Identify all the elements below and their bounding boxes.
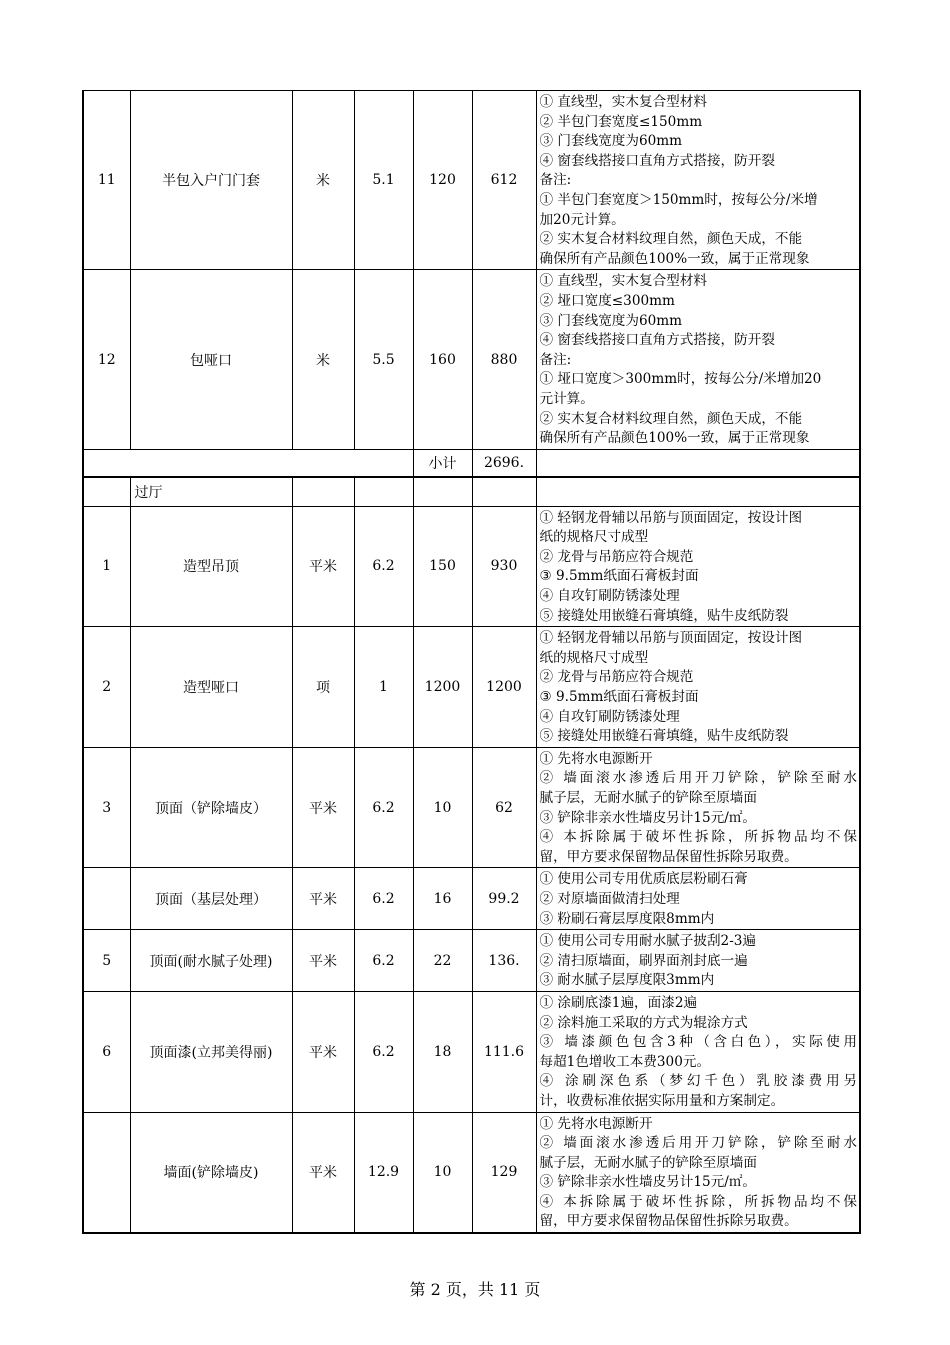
item-number: 6 xyxy=(83,991,130,1112)
table-row xyxy=(83,868,860,930)
table-row xyxy=(83,91,860,270)
description-line: ④ 窗套线搭接口直角方式搭接，防开裂 xyxy=(539,152,775,169)
item-description xyxy=(536,506,860,627)
description-line: ① 垭口宽度＞300mm时，按每公分/米增加20 xyxy=(539,371,822,388)
description-line: 留，甲方要求保留物品保留性拆除另取费。 xyxy=(539,1213,798,1230)
item-description xyxy=(536,91,860,270)
description-line: ③ 粉刷石膏层厚度限8mm内 xyxy=(539,910,715,927)
section-row xyxy=(83,477,860,506)
item-name: 顶面（铲除墙皮） xyxy=(130,747,292,868)
item-name: 半包入户门门套 xyxy=(130,91,292,270)
description-line: ④ 本拆除属于破坏性拆除，所拆物品均不保 xyxy=(539,829,857,846)
subtotal-desc xyxy=(536,449,860,477)
subtotal-value: 2696. xyxy=(472,449,536,477)
item-description xyxy=(536,1112,860,1233)
item-number xyxy=(83,868,130,930)
description-line: ⑤ 接缝处用嵌缝石膏填缝，贴牛皮纸防裂 xyxy=(539,607,789,624)
description-line: 确保所有产品颜色100%一致，属于正常现象 xyxy=(539,430,810,447)
item-unit-price: 10 xyxy=(413,747,472,868)
page-footer: 第 2 页，共 11 页 xyxy=(409,1280,541,1299)
description-line: ② 实木复合材料纹理自然，颜色天成，不能 xyxy=(539,231,803,248)
description-line: ① 涂刷底漆1遍，面漆2遍 xyxy=(539,994,698,1011)
item-name: 造型哑口 xyxy=(130,627,292,748)
item-unit-price: 10 xyxy=(413,1112,472,1233)
item-quantity: 5.1 xyxy=(354,91,413,270)
item-total: 99.2 xyxy=(472,868,536,930)
section-title: 过厅 xyxy=(130,477,292,506)
description-line: ① 使用公司专用耐水腻子披刮2-3遍 xyxy=(539,933,757,950)
item-unit: 平米 xyxy=(292,1112,354,1233)
item-description xyxy=(536,270,860,449)
item-quantity: 6.2 xyxy=(354,991,413,1112)
table-row xyxy=(83,991,860,1112)
item-number: 5 xyxy=(83,930,130,992)
description-line: ② 墙面滚水渗透后用开刀铲除，铲除至耐水 xyxy=(539,1135,857,1152)
description-line: 备注: xyxy=(539,172,572,189)
subtotal-blank xyxy=(83,449,413,477)
section-blank xyxy=(413,477,472,506)
item-description xyxy=(536,747,860,868)
description-line: ③ 门套线宽度为60mm xyxy=(539,133,683,150)
item-unit-price: 22 xyxy=(413,930,472,992)
item-number xyxy=(83,1112,130,1233)
description-line: ② 墙面滚水渗透后用开刀铲除，铲除至耐水 xyxy=(539,770,857,787)
description-line: 每超1色增收工本费300元。 xyxy=(539,1053,711,1070)
item-number: 3 xyxy=(83,747,130,868)
description-line: ③ 铲除非亲水性墙皮另计15元/㎡。 xyxy=(539,809,757,826)
item-name: 造型吊顶 xyxy=(130,506,292,627)
description-line: ② 实木复合材料纹理自然，颜色天成，不能 xyxy=(539,410,803,427)
section-blank xyxy=(472,477,536,506)
item-name: 墙面(铲除墙皮) xyxy=(130,1112,292,1233)
description-line: ④ 自攻钉刷防锈漆处理 xyxy=(539,588,680,605)
description-line: ③ 墙漆颜色包含3种（含白色），实际使用 xyxy=(539,1034,857,1051)
description-line: 腻子层，无耐水腻子的铲除至原墙面 xyxy=(539,790,757,806)
item-total: 62 xyxy=(472,747,536,868)
item-quantity: 6.2 xyxy=(354,747,413,868)
item-unit-price: 16 xyxy=(413,868,472,930)
description-line: ③ 9.5mm纸面石膏板封面 xyxy=(539,689,699,706)
description-line: 纸的规格尺寸成型 xyxy=(539,649,649,666)
item-number: 1 xyxy=(83,506,130,627)
item-total: 1200 xyxy=(472,627,536,748)
table-row xyxy=(83,747,860,868)
description-line: 纸的规格尺寸成型 xyxy=(539,529,649,546)
item-total: 930 xyxy=(472,506,536,627)
table-row xyxy=(83,1112,860,1233)
item-unit-price: 1200 xyxy=(413,627,472,748)
item-unit-price: 120 xyxy=(413,91,472,270)
description-line: ① 轻钢龙骨辅以吊筋与顶面固定，按设计图 xyxy=(539,630,803,647)
item-quantity: 6.2 xyxy=(354,930,413,992)
item-quantity: 12.9 xyxy=(354,1112,413,1233)
item-unit-price: 160 xyxy=(413,270,472,449)
item-quantity: 6.2 xyxy=(354,506,413,627)
item-unit: 平米 xyxy=(292,991,354,1112)
description-line: ① 半包门套宽度＞150mm时，按每公分/米增 xyxy=(539,191,818,208)
item-description xyxy=(536,868,860,930)
description-line: ① 轻钢龙骨辅以吊筋与顶面固定，按设计图 xyxy=(539,509,803,526)
table-row xyxy=(83,627,860,748)
description-line: 留，甲方要求保留物品保留性拆除另取费。 xyxy=(539,848,798,865)
item-unit-price: 18 xyxy=(413,991,472,1112)
section-number xyxy=(83,477,130,506)
item-number: 11 xyxy=(83,91,130,270)
description-line: ④ 涂刷深色系（梦幻千色）乳胶漆费用另 xyxy=(539,1073,857,1090)
section-desc xyxy=(536,477,860,506)
description-line: 元计算。 xyxy=(539,390,594,407)
description-line: ② 垭口宽度≤300mm xyxy=(539,292,675,309)
item-description xyxy=(536,930,860,992)
description-line: ② 龙骨与吊筋应符合规范 xyxy=(539,548,694,565)
description-line: 腻子层，无耐水腻子的铲除至原墙面 xyxy=(539,1154,757,1171)
table-row xyxy=(83,506,860,627)
item-quantity: 5.5 xyxy=(354,270,413,449)
description-line: ③ 铲除非亲水性墙皮另计15元/㎡。 xyxy=(539,1174,757,1191)
description-line: ⑤ 接缝处用嵌缝石膏填缝，贴牛皮纸防裂 xyxy=(539,728,789,745)
description-line: ① 使用公司专用优质底层粉刷石膏 xyxy=(539,871,748,888)
item-unit: 平米 xyxy=(292,930,354,992)
item-total: 880 xyxy=(472,270,536,449)
description-line: ② 对原墙面做清扫处理 xyxy=(539,890,680,907)
item-description xyxy=(536,991,860,1112)
description-line: ① 直线型，实木复合型材料 xyxy=(539,273,707,290)
item-unit: 平米 xyxy=(292,506,354,627)
item-name: 顶面漆(立邦美得丽) xyxy=(130,991,292,1112)
item-number: 12 xyxy=(83,270,130,449)
quote-table xyxy=(82,90,861,1234)
description-line: ① 先将水电源断开 xyxy=(539,750,653,767)
item-unit: 项 xyxy=(292,627,354,748)
item-name: 包哑口 xyxy=(130,270,292,449)
description-line: ③ 9.5mm纸面石膏板封面 xyxy=(539,568,699,585)
item-total: 129 xyxy=(472,1112,536,1233)
description-line: ② 半包门套宽度≤150mm xyxy=(539,113,703,130)
description-line: ② 涂料施工采取的方式为辊涂方式 xyxy=(539,1014,748,1031)
description-line: 计，收费标准依据实际用量和方案制定。 xyxy=(539,1092,785,1109)
description-line: ② 清扫原墙面，刷界面剂封底一遍 xyxy=(539,952,748,969)
description-line: ② 龙骨与吊筋应符合规范 xyxy=(539,669,694,686)
item-total: 136. xyxy=(472,930,536,992)
description-line: ③ 耐水腻子层厚度限3mm内 xyxy=(539,972,715,989)
item-unit-price: 150 xyxy=(413,506,472,627)
table-row xyxy=(83,930,860,992)
item-description xyxy=(536,627,860,748)
section-blank xyxy=(354,477,413,506)
item-total: 111.6 xyxy=(472,991,536,1112)
item-name: 顶面（基层处理） xyxy=(130,868,292,930)
description-line: 确保所有产品颜色100%一致，属于正常现象 xyxy=(539,250,810,267)
description-line: ④ 自攻钉刷防锈漆处理 xyxy=(539,708,680,725)
item-unit: 平米 xyxy=(292,747,354,868)
item-number: 2 xyxy=(83,627,130,748)
description-line: ① 直线型，实木复合型材料 xyxy=(539,94,707,110)
description-line: ③ 门套线宽度为60mm xyxy=(539,312,683,329)
item-name: 顶面(耐水腻子处理) xyxy=(130,930,292,992)
item-unit: 米 xyxy=(292,270,354,449)
description-line: ④ 窗套线搭接口直角方式搭接，防开裂 xyxy=(539,332,775,349)
section-blank xyxy=(292,477,354,506)
item-unit: 平米 xyxy=(292,868,354,930)
item-total: 612 xyxy=(472,91,536,270)
description-line: ① 先将水电源断开 xyxy=(539,1115,653,1132)
description-line: 加20元计算。 xyxy=(539,211,625,228)
item-quantity: 1 xyxy=(354,627,413,748)
subtotal-row xyxy=(83,449,860,477)
description-line: 备注: xyxy=(539,351,572,368)
item-unit: 米 xyxy=(292,91,354,270)
subtotal-label: 小计 xyxy=(413,449,472,477)
item-quantity: 6.2 xyxy=(354,868,413,930)
description-line: ④ 本拆除属于破坏性拆除，所拆物品均不保 xyxy=(539,1193,857,1210)
table-row xyxy=(83,270,860,449)
